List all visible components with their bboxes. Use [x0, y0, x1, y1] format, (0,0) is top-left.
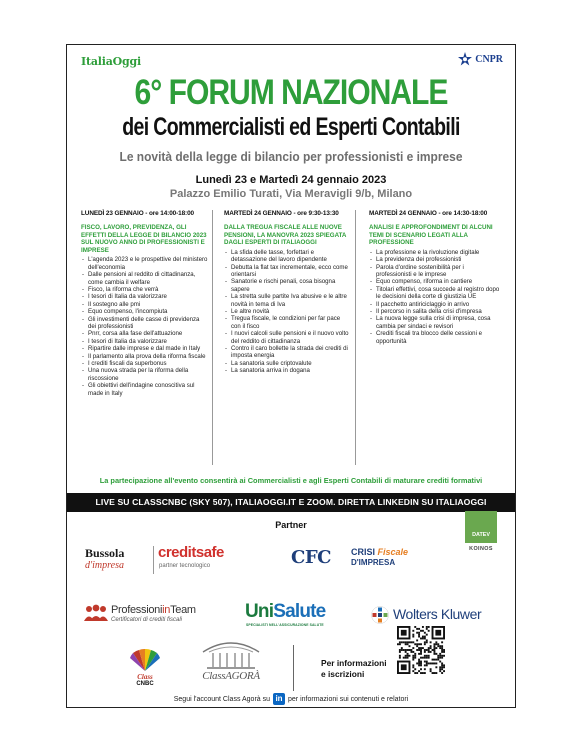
- professioni-subtitle: Certificatori di crediti fiscali: [111, 617, 183, 623]
- event-poster: [66, 44, 516, 708]
- column-heading: MARTEDÌ 24 GENNAIO - ore 14:30-18:00: [369, 210, 488, 217]
- logo-divider: [153, 546, 154, 574]
- program-column-day2-morning: [224, 210, 356, 465]
- crisi-fiscale-text: [351, 547, 408, 557]
- list-item: - Il percorso in salita della crisi d'impresa: [369, 308, 501, 315]
- datev-text: DATEV: [472, 532, 490, 538]
- event-date: Lunedì 23 e Martedì 24 gennaio 2023: [195, 174, 387, 186]
- event-venue: Palazzo Emilio Turati, Via Meravigli 9/b, Milano: [169, 188, 413, 200]
- list-item: - I tesori di Italia da valorizzare: [81, 338, 208, 345]
- professioni-word: Professioni: [111, 604, 163, 616]
- unisalute-text: [245, 601, 325, 623]
- list-item: - I tesori di Italia da valorizzare: [81, 293, 208, 300]
- qr-code[interactable]: [397, 626, 445, 674]
- class-text: Class: [137, 673, 153, 681]
- list-item: - Una nuova strada per la riforma della riscossione: [81, 367, 208, 382]
- list-item: - Dalle pensioni al reddito di cittadinanza, come cambia il welfare: [81, 271, 208, 286]
- list-item: - Gli investimenti delle casse di previdenza dei professionisti: [81, 316, 208, 331]
- cnpr-logo-text: CNPR: [475, 53, 503, 65]
- list-item: - I nuovi calcoli sulle pensioni e il nuovo volto del reddito di cittadinanza: [224, 330, 351, 345]
- linkedin-icon[interactable]: in: [273, 693, 285, 705]
- list-item: - I crediti fiscali da superbonus: [81, 360, 208, 367]
- footer-text-before: Segui l'account Class Agorà su: [173, 695, 271, 703]
- uni-word: Uni: [245, 601, 274, 622]
- bussola-text: Bussola: [85, 546, 125, 560]
- list-item: - La sfida delle tasse, forfettari e detassazione del lavoro dipendente: [224, 249, 351, 264]
- peacock-icon: [125, 647, 165, 673]
- list-item: - La nuova legge sulla crisi di impresa, cosa cambia per sindaci e revisori: [369, 315, 501, 330]
- creditsafe-text: creditsafe: [158, 544, 224, 561]
- wolters-kluwer-mark-icon: [371, 606, 389, 624]
- program-column-day1: [81, 210, 213, 465]
- column-heading: MARTEDÌ 24 GENNAIO - ore 9:30-13:30: [224, 210, 339, 217]
- list-item: - Pnrr, corsa alla fase dell'attuazione: [81, 330, 208, 337]
- list-item: - La sanatoria sulle criptovalute: [224, 360, 351, 367]
- info-label: Per informazioni e iscrizioni: [321, 658, 387, 679]
- unisalute-subtitle: SPECIALISTI NELL'ASSICURAZIONE SALUTE: [246, 623, 324, 627]
- fiscale-word: Fiscale: [377, 547, 409, 557]
- partners-heading: Partner: [275, 520, 307, 530]
- topic-list: [224, 249, 351, 375]
- koinos-text: KOINOS: [469, 546, 493, 552]
- list-item: - Equo compenso, l'incompiuta: [81, 308, 208, 315]
- column-topic: FISCO, LAVORO, PREVIDENZA, GLI EFFETTI DELLA LEGGE DI BILANCIO 2023 SUL NUOVO ANNO DI PROFESSIONISTI E IMPRESE: [81, 224, 207, 254]
- list-item: - Sanatorie e rischi penali, cosa bisogna sapere: [224, 278, 351, 293]
- wolters-kluwer-logo[interactable]: [371, 604, 511, 628]
- column-topic: ANALISI E APPROFONDIMENT DI ALCUNI TEMI DI SCENARIO LEGATI ALLA PROFESSIONE: [369, 224, 493, 247]
- in-word: in: [162, 604, 171, 616]
- list-item: - Fisco, la riforma che verrà: [81, 286, 208, 293]
- creditsafe-subtitle: partner tecnologico: [159, 563, 211, 569]
- list-item: - Equo compenso, riforma in cantiere: [369, 278, 501, 285]
- tagline: Le novità della legge di bilancio per professionisti e imprese: [119, 149, 463, 164]
- class-agora-logo[interactable]: [191, 640, 271, 692]
- program-column-day2-afternoon: [369, 210, 501, 465]
- column-topic: DALLA TREGUA FISCALE ALLE NUOVE PENSIONI, LA MANOVRA 2023 SPIEGATA DAGLI ESPERTI DI ITALIAOGGI: [224, 224, 347, 247]
- footer-text-after: per informazioni sui contenuti e relatori: [288, 695, 409, 703]
- list-item: - Contro il caro bollette la strada dei crediti di imposta energia: [224, 345, 351, 360]
- professioni-in-team-logo[interactable]: [83, 602, 233, 628]
- unisalute-logo[interactable]: [245, 601, 345, 631]
- list-item: - Titolari effettivi, cosa succede al registro dopo le decisioni della corte di giustizia UE: [369, 286, 501, 301]
- classagora-text: ClassAGORÀ: [202, 670, 260, 682]
- list-item: - Le altre novità: [224, 308, 351, 315]
- list-item: - L'agenda 2023 e le prospettive del ministero dell'economia: [81, 256, 208, 271]
- column-heading: LUNEDÌ 23 GENNAIO - ore 14:00-18:00: [81, 210, 194, 217]
- list-item: - Parola d'ordine sostenibilità per i professionisti e le imprese: [369, 264, 501, 279]
- cnbc-text: CNBC: [136, 681, 154, 687]
- topic-list: [81, 256, 208, 397]
- cfc-crisi-impresa-logo[interactable]: [291, 545, 441, 575]
- title-forum: FORUM NAZIONALE: [168, 73, 448, 112]
- team-word: Team: [170, 604, 196, 616]
- wolters-kluwer-text: Wolters Kluwer: [393, 606, 482, 622]
- credits-note: La partecipazione all'evento consentirà ai Commercialisti e agli Esperti Contabili di maturare crediti formativi: [99, 476, 483, 485]
- datev-koinos-logo[interactable]: [465, 511, 497, 553]
- people-icon: [83, 604, 109, 622]
- cfc-text: CFC: [291, 547, 331, 568]
- list-item: - La stretta sulle partite Iva abusive e le altre novità in tema di Iva: [224, 293, 351, 308]
- italiaoggi-logo[interactable]: ItaliaOggi: [81, 55, 141, 68]
- datev-square: [465, 511, 497, 543]
- edition-number: 6°: [134, 73, 162, 112]
- list-item: - Il sostegno alle pmi: [81, 301, 208, 308]
- info-divider: [293, 645, 294, 691]
- list-item: - Il parlamento alla prova della riforma fiscale: [81, 353, 208, 360]
- professioni-text: [111, 604, 196, 616]
- footer-linkedin: [67, 693, 515, 705]
- page-subtitle: dei Commercialisti ed Esperti Contabili: [122, 113, 460, 141]
- crisi-word: CRISI: [351, 547, 376, 557]
- cnpr-logo[interactable]: [457, 51, 503, 67]
- temple-icon: [191, 640, 271, 670]
- bussola-creditsafe-logo[interactable]: [85, 542, 235, 576]
- list-item: - Ripartire dalle imprese e dal made in Italy: [81, 345, 208, 352]
- cnpr-star-icon: [457, 51, 473, 67]
- list-item: - Crediti fiscali tra blocco delle cessioni e opportunità: [369, 330, 501, 345]
- dimpresa-text: D'IMPRESA: [351, 558, 396, 567]
- header-logos: [67, 45, 515, 75]
- list-item: - La previdenza dei professionisti: [369, 256, 501, 263]
- list-item: - Il pacchetto antiriciclaggio in arrivo: [369, 301, 501, 308]
- class-cnbc-logo[interactable]: [125, 647, 165, 695]
- program-columns: [81, 210, 503, 465]
- list-item: - Tregua fiscale, le condizioni per far pace con il fisco: [224, 315, 351, 330]
- page-title: [98, 73, 483, 113]
- list-item: - La professione e la rivoluzione digitale: [369, 249, 501, 256]
- topic-list: [369, 249, 501, 345]
- list-item: - La sanatoria arriva in dogana: [224, 367, 351, 374]
- list-item: - Debutta la flat tax incrementale, ecco come orientarsi: [224, 264, 351, 279]
- salute-word: Salute: [273, 601, 326, 622]
- live-streaming-banner[interactable]: LIVE SU CLASSCNBC (SKY 507), ITALIAOGGI.IT E ZOOM. DIRETTA LINKEDIN SU ITALIAOGGI: [67, 493, 515, 512]
- list-item: - Gli obiettivi dell'indagine conoscitiva sul made in Italy: [81, 382, 208, 397]
- impresa-text: d'impresa: [85, 560, 124, 571]
